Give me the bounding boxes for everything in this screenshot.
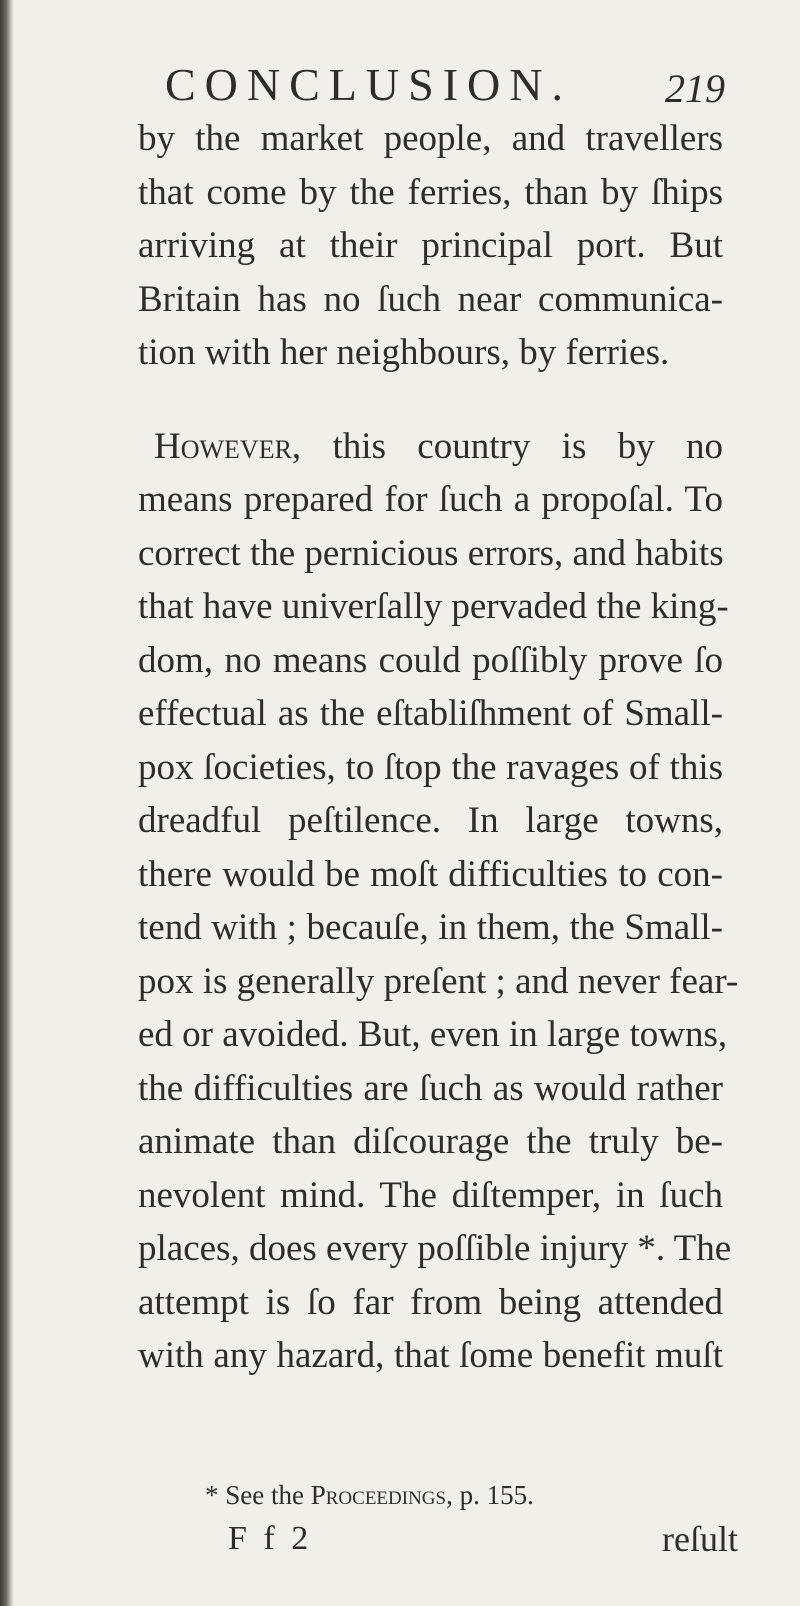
page-number: 219 <box>665 66 725 111</box>
text-line: there would be moſt difficulties to con- <box>138 853 723 895</box>
signature-mark: F f 2 <box>228 1520 313 1557</box>
text-line: that come by the ferries, than by ſhips <box>138 171 723 213</box>
text-line <box>138 420 723 474</box>
text-line: arriving at their principal port. But <box>138 225 723 266</box>
text-line: animate than diſcourage the truly be- <box>138 1121 723 1162</box>
running-title: CONCLUSION. <box>165 59 572 110</box>
footnote-suffix: , p. 155. <box>446 1480 534 1510</box>
catchword: reſult <box>662 1519 738 1559</box>
text-line: means prepared for ſuch a propoſal. To <box>138 479 723 520</box>
text-line: dom, no means could poſſibly prove ſo <box>138 639 723 681</box>
text-line: ed or avoided. But, even in large towns, <box>138 1014 728 1055</box>
text-line: pox is generally preſent ; and never fear- <box>138 960 739 1002</box>
text-line: tend with ; becauſe, in them, the Small- <box>138 907 723 948</box>
text-line: that have univerſally pervaded the king- <box>138 586 729 627</box>
text-line: with any hazard, that ſome benefit muſt <box>138 1335 723 1376</box>
footnote-reference: Proceedings <box>310 1480 447 1510</box>
book-binding-edge <box>0 0 14 1606</box>
paragraph-gap <box>138 380 723 420</box>
text-line: attempt is ſo far from being attended <box>138 1281 723 1323</box>
lead-word: However, <box>154 425 302 467</box>
text-line: by the market people, and travellers <box>138 118 723 159</box>
text-line: pox ſocieties, to ſtop the ravages of this <box>138 746 723 788</box>
text-line: the difficulties are ſuch as would rather <box>138 1067 723 1109</box>
text-line: Britain has no ſuch near communica- <box>138 278 723 320</box>
first-line-rest: this country is by no <box>332 425 724 467</box>
text-line: nevolent mind. The diſtemper, in ſuch <box>138 1174 723 1216</box>
body-text <box>138 112 739 1383</box>
text-line: effectual as the eſtabliſhment of Small- <box>138 693 723 734</box>
text-line: places, does every poſſible injury *. The <box>138 1228 732 1269</box>
running-head <box>165 60 725 110</box>
text-line: dreadful peſtilence. In large towns, <box>138 800 723 841</box>
footnote <box>205 1477 534 1513</box>
text-line: correct the pernicious errors, and habits <box>138 532 724 574</box>
footnote-prefix: * See the <box>205 1480 304 1510</box>
text-line: tion with her neighbours, by ferries. <box>138 332 670 373</box>
